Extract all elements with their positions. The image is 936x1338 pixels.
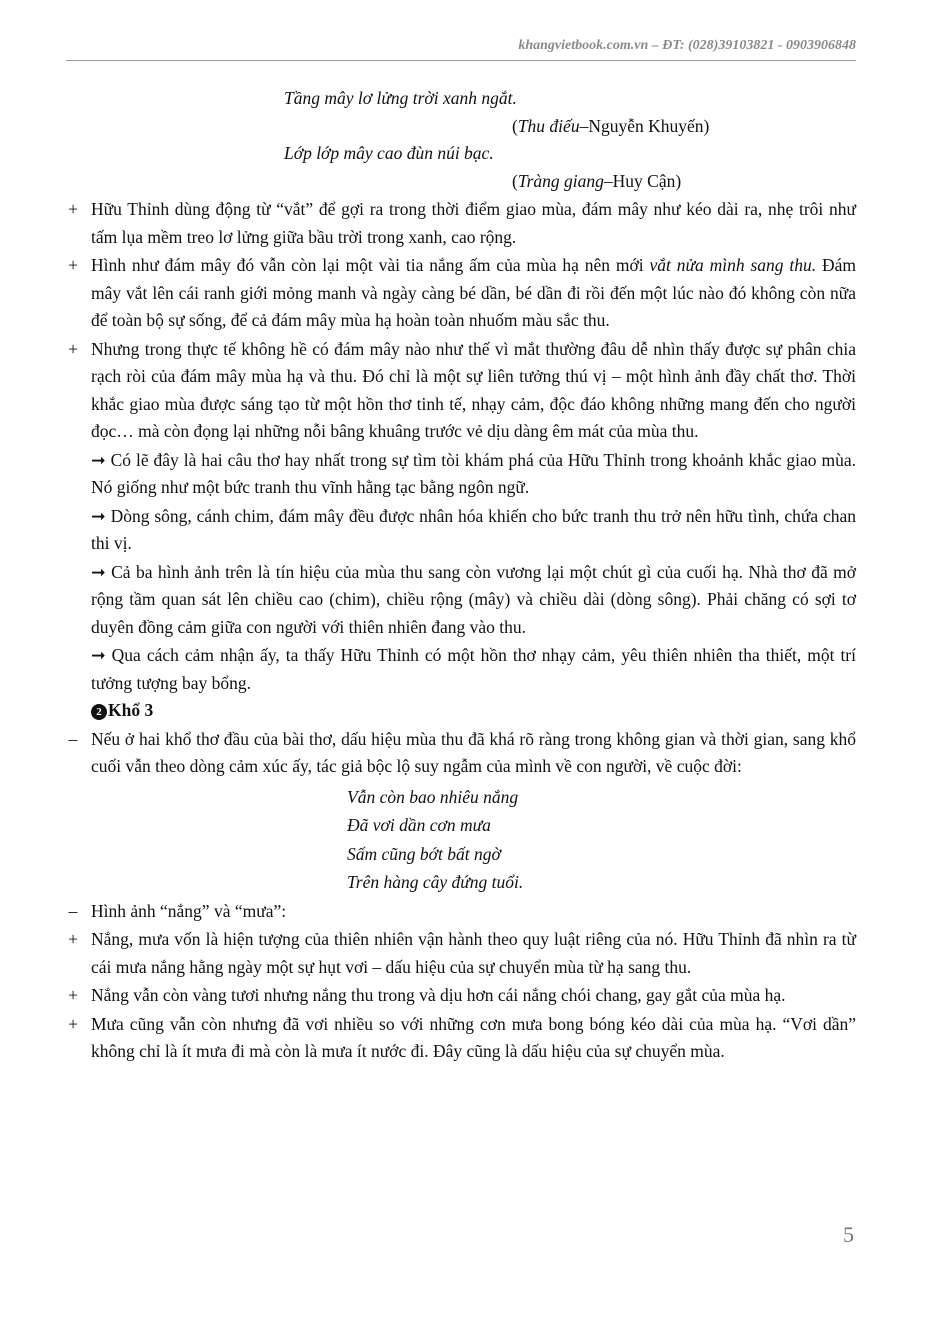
poem-line: Sấm cũng bớt bất ngờ: [347, 843, 501, 864]
paragraph-text: Hình ảnh “nắng” và “mưa”:: [91, 900, 287, 921]
plus-marker: +: [68, 985, 78, 1005]
arrow-icon: ➞: [91, 645, 106, 665]
arrow-icon: ➞: [91, 561, 106, 582]
section-number-icon: 2: [91, 704, 107, 720]
paragraph-text: Nếu ở hai khổ thơ đầu của bài thơ, dấu hiệu mùa thu đã khá rõ ràng trong không gian và thời gian, sang khổ cuối vẫn theo dòng cảm xúc ấy, tác giả bộc lộ suy ngẫm của mình về con người, về cuộc đời:: [91, 728, 856, 776]
quote-source: (Thu điếu–Nguyễn Khuyến): [512, 115, 710, 136]
bullet-paragraph: + Hình như đám mây đó vẫn còn lại một vài tia nắng ấm của mùa hạ nên mới vắt nửa mình sang thu. Đám mây vắt lên cái ranh giới mỏng manh và ngày càng bé dần, bé dần đi rồi đến một lúc nào đó không còn nữa để toàn bộ sự sống, để cả đám mây mùa hạ hoàn toàn nhuốm màu sắc thu.: [66, 252, 856, 335]
poem-line: Trên hàng cây đứng tuổi.: [347, 872, 524, 892]
paragraph-text: Nắng, mưa vốn là hiện tượng của thiên nhiên vận hành theo quy luật riêng của nó. Hữu Thỉnh đã nhìn ra từ cái mưa nắng hằng ngày một sự hụt vơi – dấu hiệu của sự chuyển mùa từ hạ sang thu.: [91, 929, 856, 977]
arrow-icon: ➞: [91, 449, 106, 470]
source-title: Thu điếu: [517, 115, 580, 136]
poem-stanza: [66, 783, 856, 897]
quoted-verse: vắt nửa mình sang thu.: [649, 255, 817, 275]
quote-thu-dieu: [66, 85, 856, 140]
paragraph-text: Hữu Thỉnh dùng động từ “vắt” để gợi ra trong thời điểm giao mùa, đám mây như kéo dài ra, nhẹ trôi như tấm lụa mềm treo lơ lửng giữa bầu trời trong xanh, cao rộng.: [91, 199, 856, 247]
publisher-contact: khangvietbook.com.vn – ĐT: (028)39103821 - 0903906848: [518, 38, 856, 53]
source-author: –Huy Cận): [603, 170, 682, 191]
poem-line: Đã vơi dần cơn mưa: [347, 815, 491, 835]
paragraph-text: Mưa cũng vẫn còn nhưng đã vơi nhiều so với những cơn mưa bong bóng kéo dài của mùa hạ. “Vơi dần” không chỉ là ít mưa đi mà còn là mưa ít nước đi. Đây cũng là dấu hiệu của sự chuyển mùa.: [91, 1013, 856, 1061]
section-heading: [66, 697, 856, 725]
arrow-paragraph: ➞ Qua cách cảm nhận ấy, ta thấy Hữu Thỉnh có một hồn thơ nhạy cảm, yêu thiên nhiên tha thiết, một trí tưởng tượng bay bổng.: [91, 645, 856, 693]
quote-line: Lớp lớp mây cao đùn núi bạc.: [284, 143, 494, 163]
quote-line: Tầng mây lơ lửng trời xanh ngắt.: [284, 88, 517, 108]
source-author: –Nguyễn Khuyến): [579, 115, 710, 136]
quote-trang-giang: [66, 140, 856, 195]
bullet-paragraph: [66, 982, 856, 1010]
bullet-paragraph: [66, 336, 856, 446]
dash-marker: –: [68, 728, 78, 749]
plus-marker: +: [68, 338, 78, 359]
bullet-paragraph: [66, 196, 856, 251]
bullet-paragraph: [66, 1011, 856, 1066]
arrow-paragraph: ➞ Có lẽ đây là hai câu thơ hay nhất trong sự tìm tòi khám phá của Hữu Thỉnh trong khoảnh khắc giao mùa. Nó giống như một bức tranh thu vĩnh hằng tạc bằng ngôn ngữ.: [91, 449, 856, 497]
quote-source: (Tràng giang–Huy Cận): [512, 170, 682, 191]
plus-marker: +: [68, 1013, 78, 1034]
plus-marker: +: [68, 199, 78, 219]
page-number: 5: [843, 1222, 854, 1247]
page-content: [66, 85, 856, 1066]
arrow-paragraph: ➞ Dòng sông, cánh chim, đám mây đều được nhân hóa khiến cho bức tranh thu trở nên hữu tình, chứa chan thi vị.: [91, 505, 857, 553]
paragraph-text: Nhưng trong thực tế không hề có đám mây nào như thế vì mắt thường đâu dễ nhìn thấy được sự phân chia rạch ròi của đám mây mùa hạ và thu. Đó chỉ là một sự liên tưởng thú vị – một hình ảnh đầy chất thơ. Thời khắc giao mùa được sáng tạo từ một hồn thơ tinh tế, nhạy cảm, độc đáo không những mang đến cho người đọc… mà còn đọng lại những nỗi bâng khuâng trước vẻ dịu dàng êm mát của mùa thu.: [91, 338, 856, 441]
bullet-paragraph: [66, 898, 856, 926]
section-title: Khổ 3: [108, 700, 154, 720]
bullet-paragraph: [66, 926, 856, 981]
poem-line: Vẫn còn bao nhiêu nắng: [347, 786, 519, 807]
dash-marker: –: [68, 900, 78, 921]
paragraph-text: Nắng vẫn còn vàng tươi nhưng nắng thu trong và dịu hơn cái nắng chói chang, gay gắt của mùa hạ.: [91, 985, 786, 1005]
source-title: Tràng giang: [517, 170, 604, 191]
arrow-paragraph: ➞ Cả ba hình ảnh trên là tín hiệu của mùa thu sang còn vương lại một chút gì của cuối hạ. Nhà thơ đã mở rộng tầm quan sát lên chiều cao (chim), chiều rộng (mây) và chiều dài (dòng sông). Phải chăng có sợi tơ duyên đồng cảm giữa con người với thiên nhiên đang vào thu.: [91, 561, 857, 637]
bullet-paragraph: [66, 726, 856, 781]
plus-marker: +: [68, 255, 78, 275]
plus-marker: +: [68, 929, 78, 949]
page-header: [66, 38, 856, 61]
arrow-icon: ➞: [91, 505, 106, 526]
